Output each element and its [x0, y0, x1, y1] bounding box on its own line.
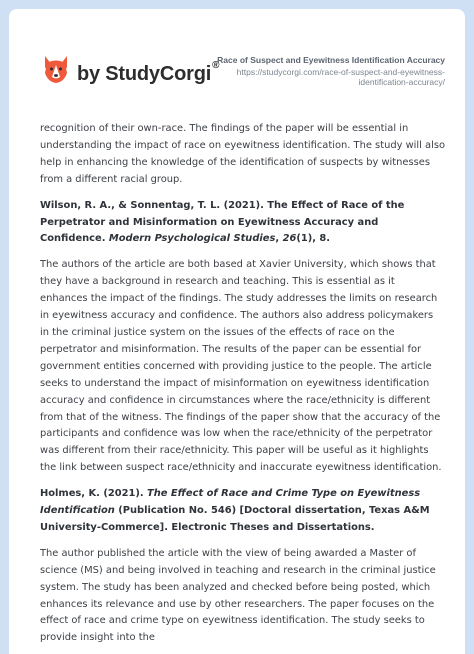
reference-journal: Modern Psychological Studies [108, 233, 276, 245]
registered-mark: ® [212, 60, 220, 71]
reference-separator: , [275, 233, 283, 245]
reference-issue-pages: (1), 8. [296, 233, 331, 245]
page-header [9, 9, 465, 109]
document-page [9, 9, 465, 654]
document-meta [195, 55, 445, 87]
reference-volume: 26 [282, 233, 297, 245]
reference-entry [40, 198, 445, 249]
document-url[interactable]: https://studycorgi.com/race-of-suspect-and-eyewitness-identification-accuracy/ [236, 67, 445, 87]
document-body [40, 121, 445, 654]
document-title: Race of Suspect and Eyewitness Identification Accuracy [217, 55, 445, 65]
paragraph: The author published the article with the view of being awarded a Master of science (MS) and being involved in teaching and research in the criminal justice system. The study has been analyzed and checked before being posted, which enhances its relevance and use by other researchers. The paper focuses on the effect of race and crime type on eyewitness identification. The study seeks to provide insight into the [40, 547, 436, 644]
reference-title: The Effect of Race and Crime Type on Eyewitness Identification [40, 488, 421, 517]
reference-details: (Publication No. 546) [Doctoral dissertation, Texas A&M University-Commerce]. Electronic Theses and Dissertations. [40, 505, 430, 533]
reference-authors: Wilson, R. A., & Sonnentag, T. L. (2021). The Effect of Race of the Perpetrator and Misinformation on Eyewitness Accuracy and Confidence. [40, 199, 405, 245]
corgi-logo-icon [40, 53, 72, 85]
paragraph: recognition of their own-race. The findings of the paper will be essential in understanding the impact of race on eyewitness identification. The study will also help in enhancing the knowledge of the identification of suspects by witnesses from a different racial group. [40, 123, 446, 185]
reference-entry [40, 486, 445, 537]
paragraph: The authors of the article are both based at Xavier University, which shows that they have a background in research and teaching. This is essential as it enhances the impact of the findings. The study addresses the limits on research in eyewitness accuracy and confidence. The authors also address policymakers in the criminal justice system on the issues of the effects of race on the perpetrator and misinformation. The results of the paper can be essential for government entities concerned with providing justice to the people. The article seeks to understand the impact of misinformation on eyewitness identification accuracy and confidence in circumstances where the race/ethnicity is different from that of the witness. The findings of the paper show that the accuracy of the participants and confidence was low when the race/ethnicity of the perpetrator was different from their race/ethnicity. This paper will be useful as it highlights the link between suspect race/ethnicity and inaccurate eyewitness identification. [40, 259, 442, 474]
reference-authors: Holmes, K. (2021). [40, 488, 148, 500]
brand-label: by StudyCorgi [77, 63, 212, 85]
